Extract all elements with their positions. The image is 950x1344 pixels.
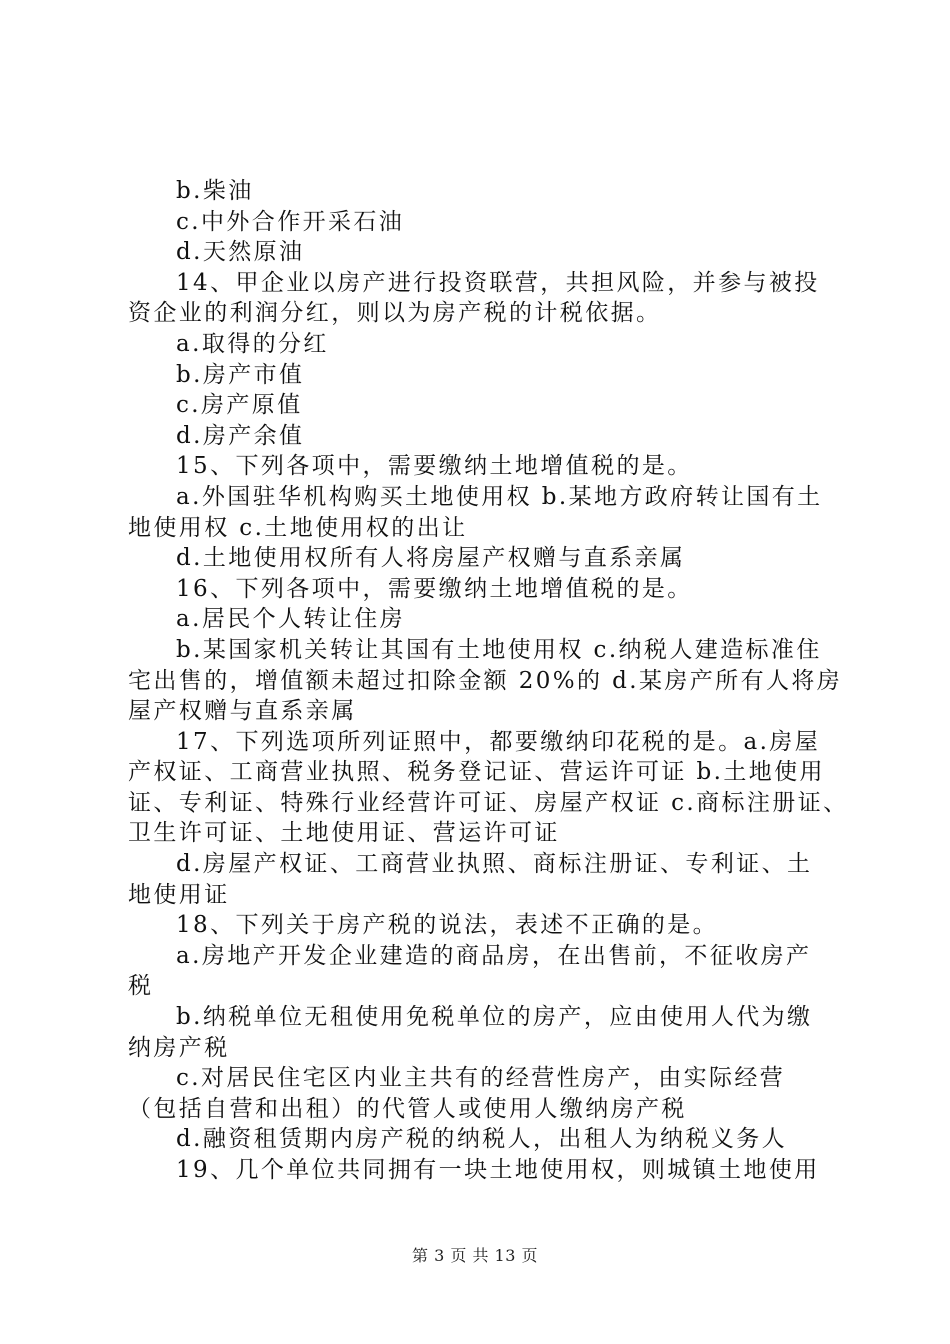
text-line: 19、几个单位共同拥有一块土地使用权，则城镇土地使用 — [176, 1157, 820, 1183]
text-line: 17、下列选项所列证照中，都要缴纳印花税的是。a.房屋 — [176, 728, 821, 755]
text-line: a.房地产开发企业建造的商品房，在出售前，不征收房产 — [176, 942, 812, 969]
text-line: d.天然原油 — [176, 239, 305, 266]
text-line: a.居民个人转让住房 — [176, 606, 406, 633]
text-line: a.取得的分红 — [176, 330, 329, 357]
text-line: 15、下列各项中，需要缴纳土地增值税的是。 — [176, 453, 693, 480]
text-line: 屋产权赠与直系亲属 — [128, 698, 357, 725]
text-line: b.某国家机关转让其国有土地使用权 c.纳税人建造标准住 — [176, 636, 822, 663]
text-line: 产权证、工商营业执照、税务登记证、营运许可证 b.土地使用 — [128, 759, 825, 786]
text-line: 地使用权 c.土地使用权的出让 — [128, 514, 468, 541]
text-line: 18、下列关于房产税的说法，表述不正确的是。 — [176, 912, 719, 939]
text-line: 14、甲企业以房产进行投资联营，共担风险，并参与被投 — [176, 269, 820, 296]
text-line: b.房产市值 — [176, 361, 305, 388]
text-line: 宅出售的，增值额未超过扣除金额 20%的 d.某房产所有人将房 — [128, 667, 843, 694]
text-line: 证、专利证、特殊行业经营许可证、房屋产权证 c.商标注册证、 — [128, 789, 849, 816]
text-line: d.房产余值 — [176, 422, 305, 449]
text-line: a.外国驻华机构购买土地使用权 b.某地方政府转让国有土 — [176, 483, 823, 510]
text-line: b.纳税单位无租使用免税单位的房产，应由使用人代为缴 — [176, 1004, 813, 1031]
text-line: 地使用证 — [128, 881, 230, 908]
text-line: c.对居民住宅区内业主共有的经营性房产，由实际经营 — [176, 1065, 786, 1092]
text-line: b.柴油 — [176, 178, 254, 204]
document-body — [128, 176, 848, 1186]
text-line: 卫生许可证、土地使用证、营运许可证 — [128, 820, 560, 847]
text-line: （包括自营和出租）的代管人或使用人缴纳房产税 — [128, 1095, 687, 1122]
text-line: 税 — [128, 973, 154, 1000]
text-line: d.土地使用权所有人将房屋产权赠与直系亲属 — [176, 545, 686, 572]
text-line: 资企业的利润分红，则以为房产税的计税依据。 — [128, 300, 662, 327]
text-line: d.融资租赁期内房产税的纳税人，出租人为纳税义务人 — [176, 1126, 788, 1153]
text-line: c.房产原值 — [176, 392, 303, 419]
text-line: 纳房产税 — [128, 1034, 230, 1061]
text-line: c.中外合作开采石油 — [176, 208, 405, 235]
text-line: d.房屋产权证、工商营业执照、商标注册证、专利证、土 — [176, 851, 813, 878]
page-number-footer: 第 3 页 共 13 页 — [412, 1246, 538, 1265]
text-line: 16、下列各项中，需要缴纳土地增值税的是。 — [176, 575, 693, 602]
